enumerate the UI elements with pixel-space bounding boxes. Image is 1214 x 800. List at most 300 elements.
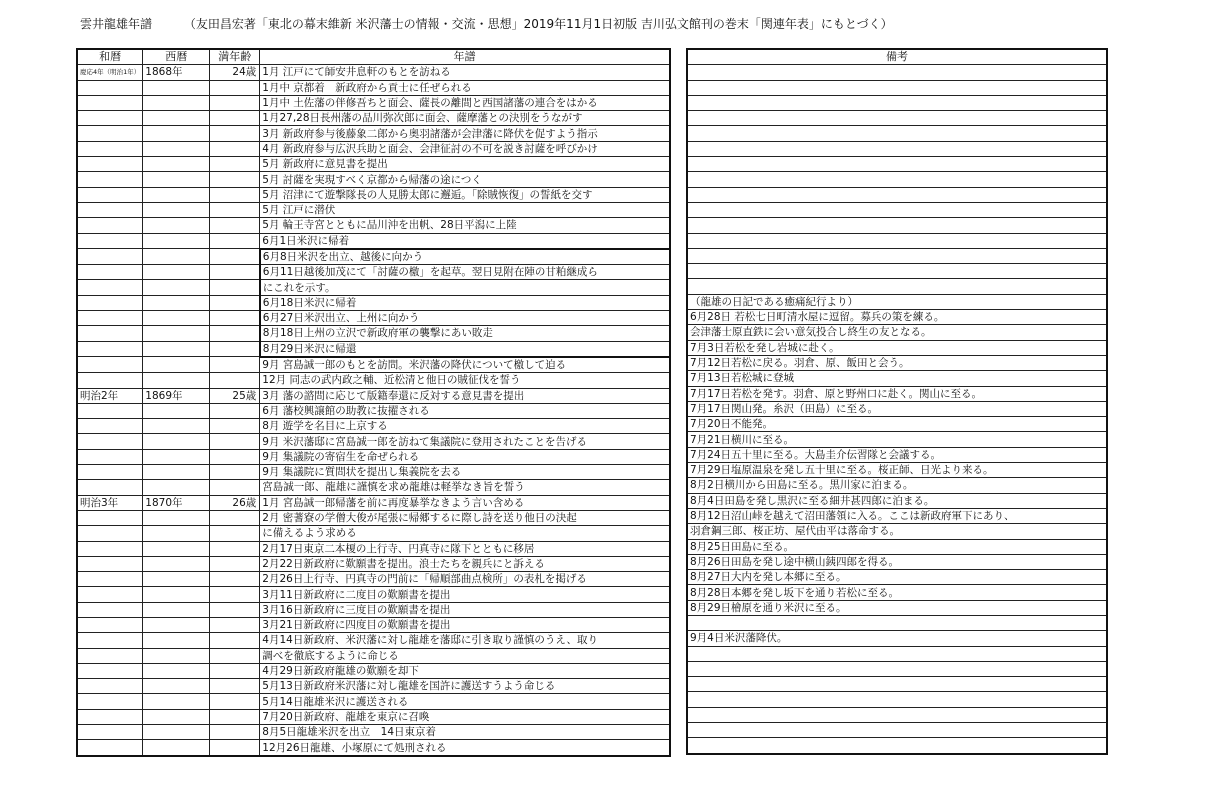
cell-wareki: 慶応4年（明治1年）: [77, 65, 143, 80]
table-row: [77, 725, 670, 740]
cell-event: 3月16日新政府に三度目の歎願書を提出: [260, 602, 670, 617]
cell-wareki: [77, 556, 143, 571]
cell-note: 羽倉鋼三郎、桜正坊、屋代由平は落命する。: [687, 524, 1107, 539]
cell-seireki: [143, 449, 210, 464]
cell-seireki: [143, 709, 210, 724]
cell-wareki: [77, 449, 143, 464]
cell-wareki: [77, 465, 143, 480]
cell-note: 7月24日五十里に至る。大島圭介伝習隊と会議する。: [687, 447, 1107, 462]
cell-note: （龍雄の日記である癒痛紀行より）: [687, 294, 1107, 309]
cell-seireki: [143, 126, 210, 141]
cell-seireki: [143, 694, 210, 709]
table-row: [77, 602, 670, 617]
table-row: [77, 311, 670, 326]
cell-event: に備えるよう求める: [260, 526, 670, 541]
table-row: [687, 554, 1107, 569]
cell-seireki: [143, 233, 210, 249]
cell-event: 8月 遊学を名目に上京する: [260, 419, 670, 434]
table-row: [77, 556, 670, 571]
cell-event: 5月 沼津にて遊撃隊長の人見勝太郎に邂逅。「除賊恢復」の誓紙を交す: [260, 187, 670, 202]
cell-seireki: [143, 740, 210, 756]
cell-event: 5月 江戸に潜伏: [260, 202, 670, 217]
cell-wareki: [77, 280, 143, 295]
table-row: [687, 111, 1107, 126]
table-row: [77, 679, 670, 694]
cell-age: [210, 311, 260, 326]
table-row: [687, 80, 1107, 95]
cell-seireki: [143, 80, 210, 95]
table-row: [687, 248, 1107, 263]
cell-note: [687, 218, 1107, 233]
cell-seireki: [143, 725, 210, 740]
cell-wareki: [77, 357, 143, 373]
table-row: [77, 373, 670, 388]
table-row: [687, 723, 1107, 738]
cell-note: 7月17日関山発。糸沢（田島）に至る。: [687, 401, 1107, 416]
cell-event: 12月26日龍雄、小塚原にて処刑される: [260, 740, 670, 756]
cell-note: [687, 707, 1107, 722]
cell-note: [687, 661, 1107, 676]
cell-seireki: [143, 403, 210, 418]
header-wareki: 和暦: [77, 49, 143, 65]
table-row: [687, 707, 1107, 722]
table-row: [687, 294, 1107, 309]
cell-age: [210, 510, 260, 525]
cell-event: 1月 江戸にて師安井息軒のもとを訪ねる: [260, 65, 670, 80]
table-row: [687, 386, 1107, 401]
cell-age: [210, 633, 260, 648]
cell-seireki: [143, 280, 210, 295]
table-row: [77, 326, 670, 341]
cell-age: [210, 602, 260, 617]
cell-event: 9月 米沢藩邸に宮島誠一郎を訪ねて集議院に登用されたことを告げる: [260, 434, 670, 449]
cell-event: 5月 討薩を実現すべく京都から帰藩の途につく: [260, 172, 670, 187]
cell-wareki: [77, 740, 143, 756]
cell-event: 3月21日新政府に四度目の歎願書を提出: [260, 617, 670, 632]
cell-event: 2月26日上行寺、円真寺の門前に「帰順部曲点検所」の表札を掲げる: [260, 572, 670, 587]
cell-wareki: [77, 295, 143, 310]
cell-seireki: [143, 419, 210, 434]
table-row: [77, 541, 670, 556]
cell-seireki: [143, 157, 210, 172]
table-row: [687, 264, 1107, 279]
cell-note: 7月17日若松を発す。羽倉、原と野州口に赴く。関山に至る。: [687, 386, 1107, 401]
table-row: [687, 692, 1107, 707]
cell-event: 6月11日越後加茂にて「討薩の檄」を起草。翌日見附在陣の甘粕継成ら: [260, 265, 670, 280]
table-row: [77, 419, 670, 434]
header-seireki: 西暦: [143, 49, 210, 65]
cell-wareki: [77, 663, 143, 678]
cell-event: 8月5日龍雄米沢を出立 14日東京着: [260, 725, 670, 740]
cell-wareki: [77, 373, 143, 388]
cell-seireki: [143, 556, 210, 571]
cell-note: 会津藩士原直鉄に会い意気投合し終生の友となる。: [687, 325, 1107, 340]
cell-event: 4月 新政府参与広沢兵助と面会、会津征討の不可を説き討薩を呼びかけ: [260, 141, 670, 156]
table-row: [77, 172, 670, 187]
table-row: [687, 600, 1107, 615]
cell-wareki: [77, 679, 143, 694]
cell-note: [687, 95, 1107, 110]
cell-age: [210, 357, 260, 373]
cell-seireki: [143, 480, 210, 495]
table-row: [77, 465, 670, 480]
cell-note: [687, 202, 1107, 217]
cell-age: 26歳: [210, 495, 260, 510]
cell-age: [210, 280, 260, 295]
cell-event: 8月18日上州の立沢で新政府軍の襲撃にあい敗走: [260, 326, 670, 341]
cell-note: [687, 248, 1107, 263]
cell-age: [210, 295, 260, 310]
table-row: [77, 218, 670, 233]
table-row: [687, 233, 1107, 248]
cell-event: 12月 同志の武内政之輔、近松清と他日の賊征伐を誓う: [260, 373, 670, 388]
cell-note: 8月27日大内を発し本郷に至る。: [687, 570, 1107, 585]
cell-seireki: 1870年: [143, 495, 210, 510]
cell-note: 8月29日檜原を通り米沢に至る。: [687, 600, 1107, 615]
cell-wareki: [77, 249, 143, 265]
cell-seireki: [143, 602, 210, 617]
cell-age: [210, 587, 260, 602]
cell-note: [687, 172, 1107, 187]
table-row: [687, 172, 1107, 187]
cell-age: [210, 80, 260, 95]
cell-wareki: [77, 587, 143, 602]
cell-age: [210, 556, 260, 571]
table-row: [77, 341, 670, 357]
cell-note: 8月26日田島を発し途中横山銕四郎を得る。: [687, 554, 1107, 569]
cell-age: [210, 249, 260, 265]
table-row: [687, 202, 1107, 217]
document-source: （友田昌宏著「東北の幕末維新 米沢藩士の情報・交流・思想」2019年11月1日初版 吉川弘文館刊の巻末「関連年表」にもとづく）: [183, 17, 893, 31]
table-row: [687, 141, 1107, 156]
cell-age: [210, 233, 260, 249]
table-row: [687, 432, 1107, 447]
cell-wareki: [77, 326, 143, 341]
cell-age: [210, 126, 260, 141]
cell-wareki: [77, 526, 143, 541]
table-row: [687, 585, 1107, 600]
table-row: [687, 325, 1107, 340]
table-row: [77, 157, 670, 172]
chronology-header-row: [77, 49, 670, 65]
table-row: [687, 539, 1107, 554]
table-row: [77, 403, 670, 418]
cell-note: 9月4日米沢藩降伏。: [687, 631, 1107, 646]
cell-seireki: [143, 541, 210, 556]
cell-seireki: [143, 172, 210, 187]
cell-note: [687, 111, 1107, 126]
table-row: [687, 157, 1107, 172]
cell-wareki: [77, 233, 143, 249]
cell-age: [210, 202, 260, 217]
cell-seireki: [143, 111, 210, 126]
cell-age: [210, 434, 260, 449]
cell-age: [210, 172, 260, 187]
cell-note: [687, 677, 1107, 692]
table-row: [77, 295, 670, 310]
cell-seireki: [143, 587, 210, 602]
cell-wareki: [77, 694, 143, 709]
header-note: 備考: [687, 49, 1107, 65]
cell-event: 4月29日新政府龍雄の歎願を却下: [260, 663, 670, 678]
cell-seireki: [143, 679, 210, 694]
cell-event: 調べを徹底するように命じる: [260, 648, 670, 663]
header-age: 満年齢: [210, 49, 260, 65]
cell-age: [210, 679, 260, 694]
cell-age: [210, 572, 260, 587]
table-row: [77, 280, 670, 295]
cell-event: 2月17日東京二本榎の上行寺、円真寺に隊下とともに移居: [260, 541, 670, 556]
cell-note: 8月4日田島を発し黒沢に至る細井甚四郎に泊まる。: [687, 493, 1107, 508]
cell-age: [210, 403, 260, 418]
table-row: [77, 126, 670, 141]
cell-wareki: [77, 541, 143, 556]
cell-age: [210, 709, 260, 724]
cell-age: [210, 465, 260, 480]
document-title: 雲井龍雄年譜: [80, 17, 153, 31]
cell-note: 8月2日横川から田島に至る。黒川家に泊まる。: [687, 478, 1107, 493]
cell-seireki: [143, 465, 210, 480]
table-row: [77, 95, 670, 110]
cell-event: 4月14日新政府、米沢藩に対し龍雄を藩邸に引き取り謹慎のうえ、取り: [260, 633, 670, 648]
table-row: [77, 694, 670, 709]
table-row: [687, 570, 1107, 585]
cell-event: 9月 宮島誠一郎のもとを訪問。米沢藩の降伏について檄して迫る: [260, 357, 670, 373]
cell-event: 9月 集議院に質問状を提出し集義院を去る: [260, 465, 670, 480]
cell-seireki: [143, 295, 210, 310]
table-row: [77, 633, 670, 648]
cell-note: [687, 279, 1107, 294]
cell-seireki: [143, 341, 210, 357]
table-row: [77, 141, 670, 156]
table-row: [77, 510, 670, 525]
cell-note: 8月28日本郷を発し坂下を通り若松に至る。: [687, 585, 1107, 600]
cell-note: [687, 615, 1107, 630]
page-header: [80, 15, 893, 32]
table-row: [687, 478, 1107, 493]
cell-note: [687, 187, 1107, 202]
cell-note: 7月21日横川に至る。: [687, 432, 1107, 447]
cell-seireki: [143, 311, 210, 326]
chronology-table: [76, 48, 671, 757]
cell-note: 6月28日 若松七日町清水屋に逗留。募兵の策を練る。: [687, 310, 1107, 325]
cell-wareki: [77, 648, 143, 663]
table-row: [77, 187, 670, 202]
cell-seireki: [143, 187, 210, 202]
cell-seireki: [143, 572, 210, 587]
cell-wareki: [77, 341, 143, 357]
cell-event: 1月中 京都着 新政府から貢士に任ぜられる: [260, 80, 670, 95]
cell-note: 8月12日沼山峠を越えて沼田藩領に入る。ここは新政府軍下にあり、: [687, 508, 1107, 523]
cell-wareki: [77, 172, 143, 187]
table-row: [687, 65, 1107, 80]
cell-event: 8月29日米沢に帰還: [260, 341, 670, 357]
cell-seireki: [143, 218, 210, 233]
cell-note: [687, 264, 1107, 279]
table-row: [687, 646, 1107, 661]
cell-seireki: [143, 510, 210, 525]
table-row: [77, 617, 670, 632]
table-row: [687, 218, 1107, 233]
table-row: [687, 126, 1107, 141]
cell-wareki: [77, 725, 143, 740]
table-row: [77, 357, 670, 373]
table-row: [77, 709, 670, 724]
cell-note: 7月13日若松城に登城: [687, 371, 1107, 386]
cell-seireki: [143, 648, 210, 663]
cell-note: [687, 738, 1107, 754]
cell-wareki: [77, 311, 143, 326]
cell-event: 宮島誠一郎、龍雄に謹慎を求め龍雄は軽挙なき旨を誓う: [260, 480, 670, 495]
cell-wareki: [77, 633, 143, 648]
cell-seireki: [143, 265, 210, 280]
table-row: [687, 401, 1107, 416]
cell-age: [210, 663, 260, 678]
cell-note: 7月29日塩原温泉を発し五十里に至る。桜正師、日光より来る。: [687, 463, 1107, 478]
cell-wareki: [77, 141, 143, 156]
cell-age: [210, 218, 260, 233]
cell-age: [210, 617, 260, 632]
cell-age: [210, 373, 260, 388]
cell-event: 5月 新政府に意見書を提出: [260, 157, 670, 172]
table-row: [687, 631, 1107, 646]
table-row: [687, 524, 1107, 539]
cell-age: [210, 648, 260, 663]
cell-seireki: [143, 633, 210, 648]
cell-age: [210, 341, 260, 357]
cell-seireki: 1868年: [143, 65, 210, 80]
table-row: [77, 526, 670, 541]
cell-event: 5月14日龍雄米沢に護送される: [260, 694, 670, 709]
notes-header-row: [687, 49, 1107, 65]
cell-seireki: [143, 526, 210, 541]
table-row: [687, 187, 1107, 202]
table-row: [687, 447, 1107, 462]
table-row: [687, 340, 1107, 355]
cell-age: [210, 265, 260, 280]
cell-seireki: [143, 617, 210, 632]
cell-note: 7月3日若松を発し岩城に赴く。: [687, 340, 1107, 355]
cell-wareki: [77, 403, 143, 418]
cell-wareki: [77, 572, 143, 587]
table-row: [77, 740, 670, 756]
cell-event: 5月13日新政府米沢藩に対し龍雄を国許に護送すうよう命じる: [260, 679, 670, 694]
cell-event: 1月中 土佐藩の伴修吾ちと面会、薩長の離間と西国諸藩の連合をはかる: [260, 95, 670, 110]
cell-event: 1月 宮島誠一郎帰藩を前に再度暴挙なきよう言い含める: [260, 495, 670, 510]
cell-age: 24歳: [210, 65, 260, 80]
table-row: [77, 233, 670, 249]
cell-event: 9月 集議院の寄宿生を命ぜられる: [260, 449, 670, 464]
cell-age: [210, 449, 260, 464]
table-row: [77, 388, 670, 403]
cell-wareki: 明治2年: [77, 388, 143, 403]
cell-age: [210, 141, 260, 156]
cell-note: 8月25日田島に至る。: [687, 539, 1107, 554]
cell-wareki: [77, 202, 143, 217]
cell-note: [687, 157, 1107, 172]
header-event: 年譜: [260, 49, 670, 65]
cell-wareki: [77, 510, 143, 525]
table-row: [687, 738, 1107, 754]
cell-event: 6月8日米沢を出立、越後に向かう: [260, 249, 670, 265]
cell-age: [210, 187, 260, 202]
table-row: [77, 648, 670, 663]
table-row: [687, 279, 1107, 294]
cell-age: [210, 95, 260, 110]
cell-seireki: 1869年: [143, 388, 210, 403]
cell-event: 3月 藩の諮問に応じて版籍奉還に反対する意見書を提出: [260, 388, 670, 403]
cell-seireki: [143, 95, 210, 110]
table-row: [687, 95, 1107, 110]
table-row: [77, 202, 670, 217]
cell-note: 7月12日若松に戻る。羽倉、原、飯田と会う。: [687, 355, 1107, 370]
cell-event: 3月 新政府参与後藤象二郎から奥羽諸藩が会津藩に降伏を促すよう指示: [260, 126, 670, 141]
cell-age: [210, 526, 260, 541]
cell-wareki: [77, 80, 143, 95]
cell-event: 2月22日新政府に歎願書を提出。浪士たちを親兵にと訴える: [260, 556, 670, 571]
table-row: [687, 463, 1107, 478]
cell-wareki: [77, 265, 143, 280]
notes-table: [686, 48, 1108, 755]
cell-seireki: [143, 202, 210, 217]
cell-event: 3月11日新政府に二度目の歎願書を提出: [260, 587, 670, 602]
cell-age: [210, 419, 260, 434]
cell-age: [210, 725, 260, 740]
cell-wareki: [77, 95, 143, 110]
table-row: [687, 417, 1107, 432]
table-row: [77, 663, 670, 678]
table-row: [687, 615, 1107, 630]
table-row: [687, 310, 1107, 325]
cell-seireki: [143, 249, 210, 265]
table-row: [77, 65, 670, 80]
cell-wareki: [77, 157, 143, 172]
cell-wareki: [77, 434, 143, 449]
cell-age: 25歳: [210, 388, 260, 403]
cell-note: [687, 646, 1107, 661]
table-row: [77, 80, 670, 95]
cell-age: [210, 740, 260, 756]
table-row: [77, 249, 670, 265]
cell-note: [687, 126, 1107, 141]
cell-seireki: [143, 434, 210, 449]
cell-event: 2月 密蓍寮の学僧大俊が尾張に帰郷するに際し詩を送り他日の決起: [260, 510, 670, 525]
table-row: [77, 111, 670, 126]
cell-event: 6月18日米沢に帰着: [260, 295, 670, 310]
cell-seireki: [143, 357, 210, 373]
table-row: [687, 493, 1107, 508]
cell-event: 5月 輪王寺宮とともに品川沖を出帆、28日平潟に上陸: [260, 218, 670, 233]
table-row: [77, 265, 670, 280]
cell-age: [210, 326, 260, 341]
table-row: [77, 480, 670, 495]
cell-age: [210, 480, 260, 495]
cell-age: [210, 157, 260, 172]
cell-wareki: 明治3年: [77, 495, 143, 510]
cell-seireki: [143, 141, 210, 156]
cell-note: [687, 723, 1107, 738]
cell-note: [687, 233, 1107, 248]
cell-wareki: [77, 709, 143, 724]
cell-seireki: [143, 663, 210, 678]
cell-note: 7月20日不能発。: [687, 417, 1107, 432]
cell-wareki: [77, 126, 143, 141]
table-row: [687, 677, 1107, 692]
table-row: [687, 355, 1107, 370]
cell-event: 7月20日新政府、龍雄を東京に召喚: [260, 709, 670, 724]
cell-event: 6月 藩校興譲館の助教に抜擢される: [260, 403, 670, 418]
cell-note: [687, 65, 1107, 80]
